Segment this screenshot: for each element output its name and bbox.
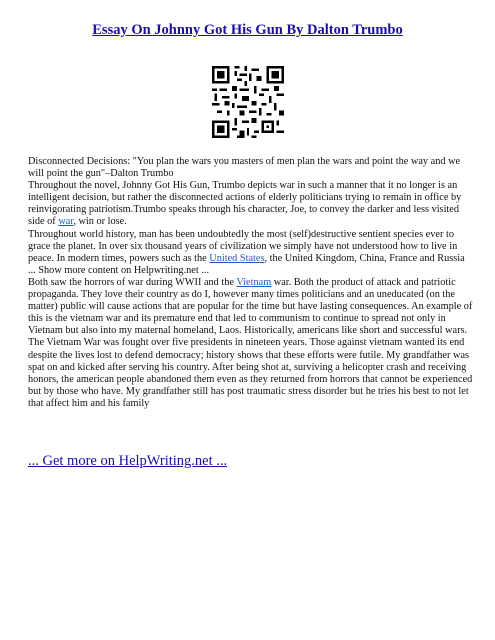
page-title[interactable]: Essay On Johnny Got His Gun By Dalton Trumbo [92,22,403,38]
paragraph-intro [28,180,474,228]
paragraph-text: Throughout world history, man has been undoubtedly the most (self)destructive sentient species ever to grace the planet. In over six thousand years of civilization we simply have not understood how to live in peace. In modern times, powers such as the [28,228,458,264]
qr-code-icon [212,66,284,138]
paragraph-text: Throughout the novel, Johnny Got His Gun, Trumbo depicts war in such a manner that it no longer is an intelligent decision, but rather the disconnected actions of elderly politicians trying to remain in office by reinvigorating patriotism.Trumbo speaks through his character, Joe, to convey the darker and less visited side of [28,180,462,228]
paragraph-text: war. Both the product of attack and patriotic propaganda. They love their country as do I, however many times politicians and an uneducated (on the matter) public will cause actions that are popular for the time but have lasting consequences. An example of this is the vietnam war and its premature end that led to communism to continue to spread not only in Vietnam but also into my maternal homeland, Laos. Historically, americans like short and successful wars. The Vietnam War was fought over five presidents in nineteen years. Those against vietnam wanted its end despite the lives lost to defend democracy; history shows that these efforts were futile. My grandfather was spat on and kicked after serving his country. After being shot at, surviving a helicopter crash and receiving honors, the american people abandoned them even as they returned from horrors that cannot be experienced but by those who have. My grandfather still has post traumatic stress disorder but he tries his best to not let that affect him and his family [28,276,473,409]
united-states-link[interactable]: United States [209,252,265,264]
essay-body [28,156,474,410]
paragraph-text: , win or lose. [73,216,127,228]
war-link[interactable]: war [58,216,74,228]
paragraph-text: , the United Kingdom, China, France and Russia ... Show more content on Helpwriting.net ... [28,252,465,276]
paragraph-vietnam [28,277,474,410]
paragraph-text: Both saw the horrors of war during WWII and the [28,276,237,288]
paragraph-quote: Disconnected Decisions: "You plan the wars you masters of men plan the wars and point the way and we will point the gun"–Dalton Trumbo [28,156,461,180]
get-more-link[interactable]: ... Get more on HelpWriting.net ... [28,453,228,469]
paragraph-history [28,229,474,277]
vietnam-link[interactable]: Vietnam [236,276,272,288]
